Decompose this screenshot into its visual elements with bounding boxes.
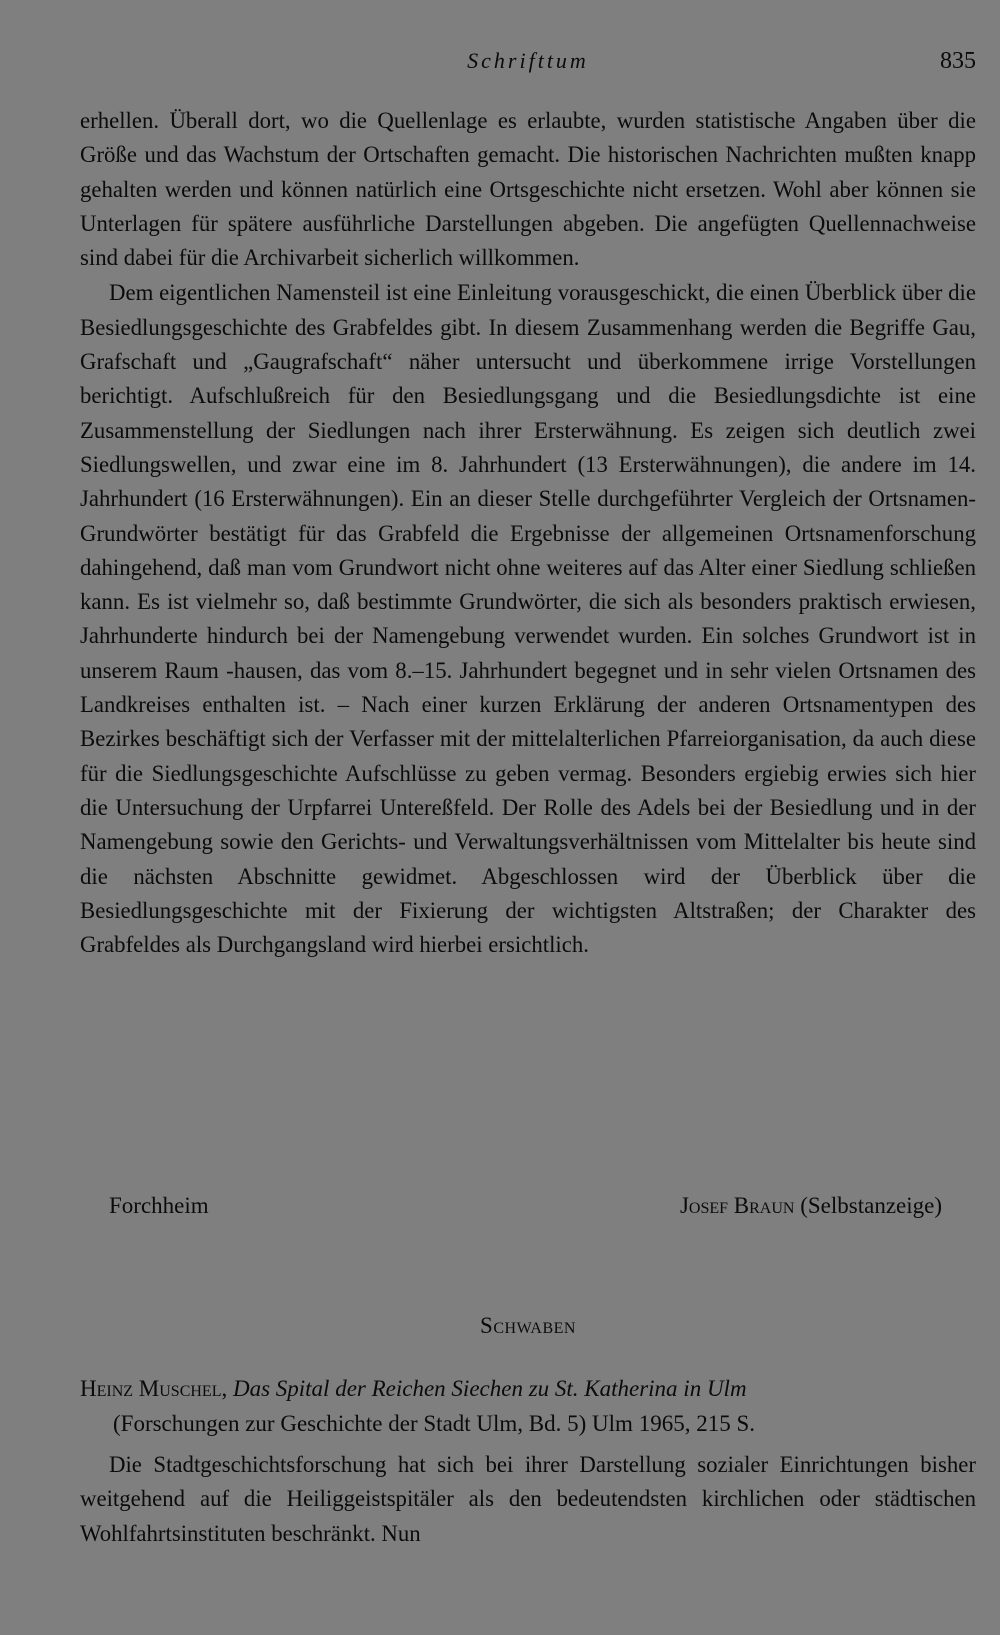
citation-title: Das Spital der Reichen Siechen zu St. Katherina in Ulm (232, 1376, 747, 1401)
signature-place: Forchheim (109, 1193, 209, 1218)
page-number: 835 (940, 48, 976, 74)
citation-author: Heinz Muschel, (80, 1376, 228, 1401)
paragraph-continued: erhellen. Überall dort, wo die Quellenlage es erlaubte, wurden statistische Angaben über die Größe und das Wachstum der Ortschaften gemacht. Die historischen Nachrichten mußten knapp gehalten werden und können natürlich eine Ortsgeschichte nicht ersetzen. Wohl aber können sie Unterlagen für spätere ausführliche Darstellungen abgeben. Die angefügten Quellennachweise sind dabei für die Archivarbeit sicherlich willkommen. (80, 108, 976, 271)
body-text-lower (80, 1448, 976, 1551)
citation-details: (Forschungen zur Geschichte der Stadt Ulm, Bd. 5) Ulm 1965, 215 S. (113, 1411, 755, 1436)
signature-note: (Selbstanzeige) (800, 1193, 942, 1218)
review-signature (80, 1193, 976, 1227)
review-paragraph: Die Stadtgeschichtsforschung hat sich bei ihrer Darstellung sozialer Einrichtungen bisher weitgehend auf die Heiliggeistspitäler als den bedeutendsten kirchlichen oder städtischen Wohlfahrtsinstituten beschränkt. Nun (80, 1452, 976, 1546)
body-text-upper (80, 104, 976, 962)
signature-author-line (680, 1193, 942, 1219)
signature-author: Josef Braun (679, 1193, 795, 1218)
paragraph: Dem eigentlichen Namensteil ist eine Einleitung vorausgeschickt, die einen Überblick über die Besiedlungsgeschichte des Grabfeldes gibt. In diesem Zusammenhang werden die Begriffe Gau, Grafschaft und „Gaugrafschaft“ näher untersucht und überkommene irrige Vorstellungen berichtigt. Aufschlußreich für den Besiedlungsgang und die Besiedlungsdichte ist eine Zusammenstellung der Siedlungen nach ihrer Ersterwähnung. Es zeigen sich deutlich zwei Siedlungswellen, und zwar eine im 8. Jahrhundert (13 Ersterwähnungen), die andere im 14. Jahrhundert (16 Ersterwähnungen). Ein an dieser Stelle durchgeführter Vergleich der Ortsnamen-Grundwörter bestätigt für das Grabfeld die Ergebnisse der allgemeinen Ortsnamenforschung dahingehend, daß man vom Grundwort nicht ohne weiteres auf das Alter einer Siedlung schließen kann. Es ist vielmehr so, daß bestimmte Grundwörter, die sich als besonders praktisch erwiesen, Jahrhunderte hindurch bei der Namengebung verwendet wurden. Ein solches Grundwort ist in unserem Raum -hausen, das vom 8.–15. Jahrhundert begegnet und in sehr vielen Ortsnamen des Landkreises enthalten ist. – Nach einer kurzen Erklärung der anderen Ortsnamentypen des Bezirkes beschäftigt sich der Verfasser mit der mittelalterlichen Pfarreiorganisation, da auch diese für die Siedlungsgeschichte Aufschlüsse zu geben vermag. Besonders ergiebig erwies sich hier die Untersuchung der Urpfarrei Untereßfeld. Der Rolle des Adels bei der Besiedlung und in der Namengebung sowie den Gerichts- und Verwaltungsverhältnissen vom Mittelalter bis heute sind die nächsten Abschnitte gewidmet. Abgeschlossen wird der Überblick über die Besiedlungsgeschichte mit der Fixierung der wichtigsten Altstraßen; der Charakter des Grabfeldes als Durchgangsland wird hierbei ersichtlich. (80, 280, 976, 958)
running-title: Schrifttum (467, 48, 589, 73)
citation-line (80, 1371, 976, 1406)
running-header (80, 48, 976, 82)
section-heading: Schwaben (480, 1313, 576, 1338)
book-citation (80, 1371, 976, 1441)
